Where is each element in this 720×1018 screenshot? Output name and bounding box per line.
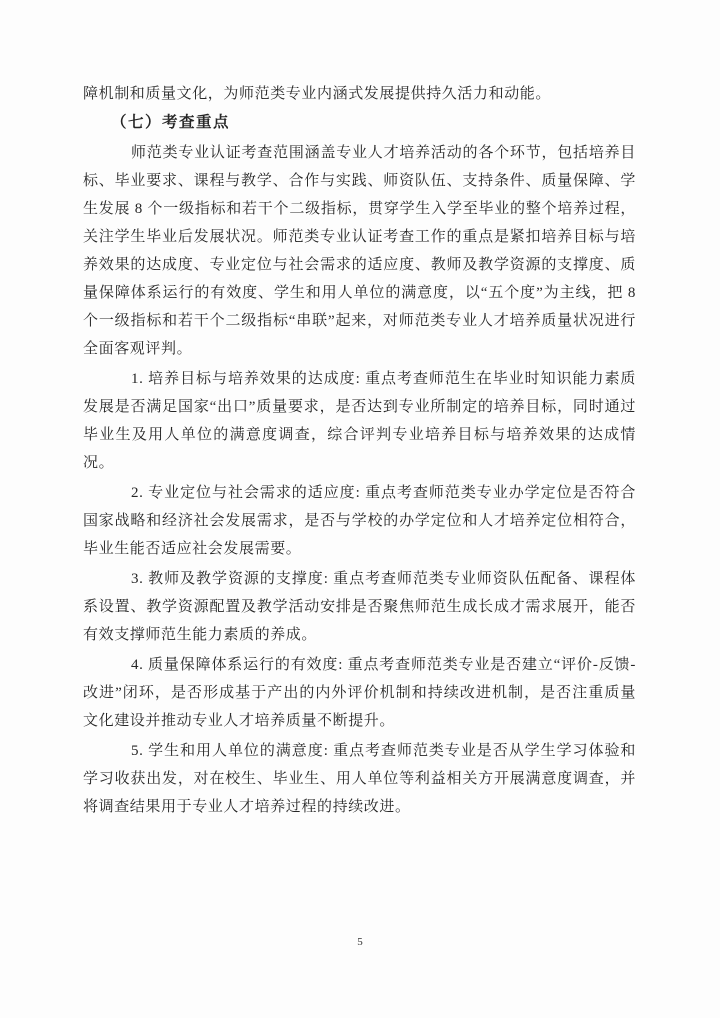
paragraph-item-2: 2. 专业定位与社会需求的适应度: 重点考查师范类专业办学定位是否符合国家战略和经济社会发展需求，是否与学校的办学定位和人才培养定位相符合，毕业生能否适应社会发展需要。 — [83, 485, 636, 557]
paragraph-item-5: 5. 学生和用人单位的满意度: 重点考查师范类专业是否从学生学习体验和学习收获出发，对在校生、毕业生、用人单位等利益相关方开展满意度调查，并将调查结果用于专业人才培养过程的持续改进。 — [83, 743, 636, 815]
paragraph-item-3: 3. 教师及教学资源的支撑度: 重点考查师范类专业师资队伍配备、课程体系设置、教学资源配置及教学活动安排是否聚焦师范生成长成才需求展开，能否有效支撑师范生能力素质的养成。 — [83, 571, 636, 643]
paragraph-continuation: 障机制和质量文化，为师范类专业内涵式发展提供持久活力和动能。 — [83, 86, 552, 102]
document-content — [83, 80, 636, 821]
paragraph-item-1: 1. 培养目标与培养效果的达成度: 重点考查师范生在毕业时知识能力素质发展是否满足国家“出口”质量要求，是否达到专业所制定的培养目标，同时通过毕业生及用人单位的满意度调查，综合评判专业培养目标与培养效果的达成情况。 — [83, 371, 636, 471]
page-number: 5 — [357, 936, 363, 948]
section-heading: （七）考查重点 — [111, 114, 231, 131]
paragraph-item-4: 4. 质量保障体系运行的有效度: 重点考查师范类专业是否建立“评价-反馈-改进”闭环，是否形成基于产出的内外评价机制和持续改进机制，是否注重质量文化建设并推动专业人才培养质量不断提升。 — [83, 657, 636, 729]
paragraph-overview: 师范类专业认证考查范围涵盖专业人才培养活动的各个环节，包括培养目标、毕业要求、课程与教学、合作与实践、师资队伍、支持条件、质量保障、学生发展 8 个一级指标和若干个二级指标，贯穿学生入学至毕业的整个培养过程，关注学生毕业后发展状况。师范类专业认证考查工作的重点是紧扣培养目标与培养效果的达成度、专业定位与社会需求的适应度、教师及教学资源的支撑度、质量保障体系运行的有效度、学生和用人单位的满意度，以“五个度”为主线，把 8 个一级指标和若干个二级指标“串联”起来，对师范类专业人才培养质量状况进行全面客观评判。 — [83, 145, 636, 357]
